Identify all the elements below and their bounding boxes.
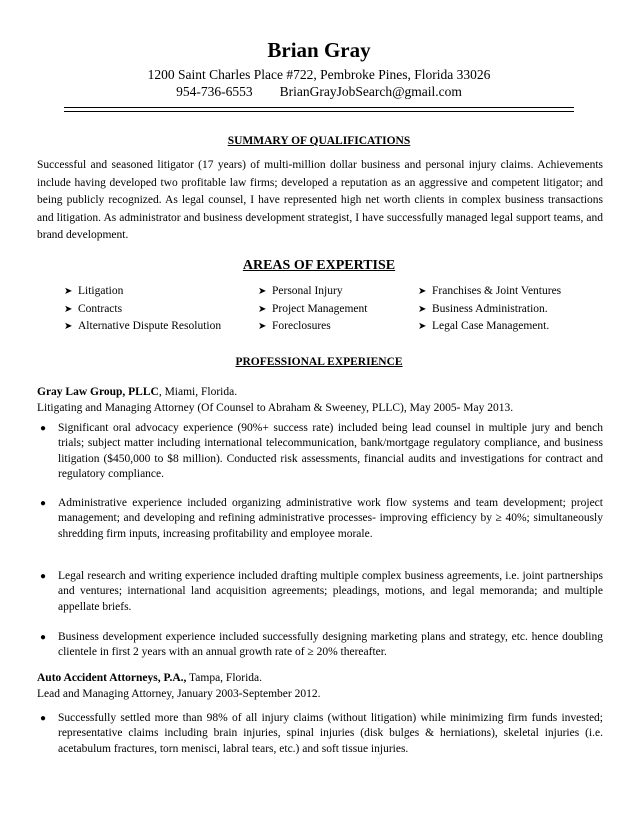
job-bullet: ● Legal research and writing experience included drafting multiple complex business agreements, i.e. joint partnerships and ventures; international land acquisition agreements; pleadings, motions, and legal memoranda; and multiple appellate briefs. (40, 570, 603, 613)
summary-heading: SUMMARY OF QUALIFICATIONS (227, 135, 411, 147)
expertise-col-2 (258, 283, 367, 336)
header-rule (64, 107, 574, 108)
expertise-item: ➤ Legal Case Management. (418, 318, 561, 336)
job-company-line (37, 384, 237, 400)
bullet-dot-icon: ● (40, 713, 47, 724)
job-bullet: ● Successfully settled more than 98% of all injury claims (without litigation) while minimizing firm funds invested; representative claims including brain injuries, spinal injuries (disk bulges & herniations), skeletal injuries (i.e. acetabulum fractures, torn menisci, labral tears, etc.) and soft tissue injuries. (40, 712, 603, 755)
expertise-item: ➤ Contracts (64, 301, 221, 319)
bullet-dot-icon: ● (40, 498, 47, 509)
contact-line (0, 83, 638, 100)
job-company-line (37, 670, 262, 686)
expertise-heading: AREAS OF EXPERTISE (242, 258, 396, 273)
expertise-item: ➤ Project Management (258, 301, 367, 319)
arrow-bullet-icon: ➤ (64, 321, 73, 332)
header-rule-double (64, 111, 574, 112)
arrow-bullet-icon: ➤ (418, 321, 427, 332)
company-location: , Miami, Florida. (158, 386, 238, 398)
arrow-bullet-icon: ➤ (64, 303, 73, 315)
bullet-dot-icon: ● (40, 571, 47, 582)
summary-text: Successful and seasoned litigator (17 years) of multi-million dollar business and personal injury claims. Achievements include having developed two profitable law firms; developed a reputation as an aggressive and competent litigator; and being publicly recognized. As legal counsel, I have represented high net worth clients in complex business transactions and litigation. As administrator and business development strategist, I have successfully managed legal support teams, and brand development. (37, 159, 603, 242)
address: 1200 Saint Charles Place #722, Pembroke Pines, Florida 33026 (147, 67, 491, 82)
company-name: Gray Law Group, PLLC (37, 386, 159, 398)
expertise-item: ➤ Business Administration. (418, 301, 561, 319)
bullet-dot-icon: ● (40, 632, 47, 643)
arrow-bullet-icon: ➤ (418, 286, 427, 297)
arrow-bullet-icon: ➤ (258, 321, 267, 332)
expertise-item: ➤ Foreclosures (258, 318, 367, 336)
company-location: Tampa, Florida. (186, 672, 263, 684)
job-role: Litigating and Managing Attorney (Of Counsel to Abraham & Sweeney, PLLC), May 2005- May 2013. (37, 402, 514, 414)
email: BrianGrayJobSearch@gmail.com (279, 84, 462, 99)
expertise-item: ➤ Franchises & Joint Ventures (418, 283, 561, 301)
expertise-item: ➤ Litigation (64, 283, 221, 301)
expertise-col-3 (418, 283, 561, 336)
phone: 954-736-6553 (176, 84, 253, 99)
job-role: Lead and Managing Attorney, January 2003-September 2012. (37, 688, 321, 700)
arrow-bullet-icon: ➤ (64, 286, 73, 297)
expertise-item: ➤ Personal Injury (258, 283, 367, 301)
job-bullet: ● Administrative experience included organizing administrative work flow systems and team development; project management; and developing and refining administrative processes- improving efficiency by ≥ 40%; simultaneously shredding firm inputs, increasing profitability and employee morale. (40, 497, 603, 540)
job-bullet: ● Business development experience included successfully designing marketing plans and strategy, etc. hence doubling clientele in first 2 years with an annual growth rate of ≥ 20% thereafter. (40, 631, 603, 659)
experience-heading: PROFESSIONAL EXPERIENCE (235, 356, 403, 368)
job-bullet: ● Significant oral advocacy experience (90%+ success rate) included being lead counsel in multiple jury and bench trials; subject matter including international telecommunication, bank/mortgage regulatory compliance, and business litigation ($450,000 to $8 million). Conducted risk assessments, financial audits and investigations for contract and regulatory compliance. (40, 422, 603, 481)
company-name: Auto Accident Attorneys, P.A., (37, 672, 187, 684)
bullet-dot-icon: ● (40, 423, 47, 434)
arrow-bullet-icon: ➤ (258, 286, 267, 297)
candidate-name: Brian Gray (267, 38, 371, 62)
arrow-bullet-icon: ➤ (258, 303, 267, 315)
expertise-col-1 (64, 283, 221, 336)
arrow-bullet-icon: ➤ (418, 303, 427, 315)
expertise-item: ➤ Alternative Dispute Resolution (64, 318, 221, 336)
